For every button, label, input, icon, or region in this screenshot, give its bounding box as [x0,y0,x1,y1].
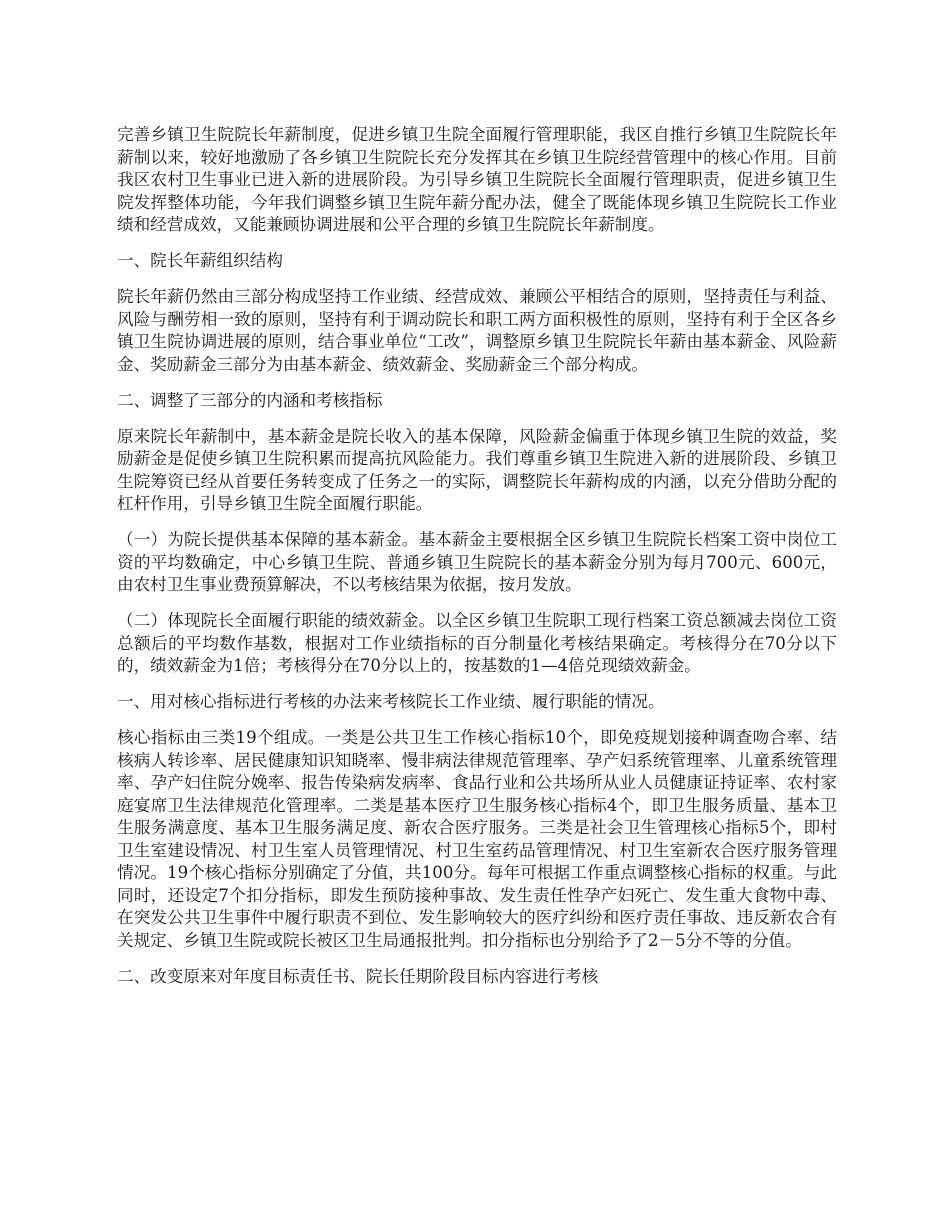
section-heading-adjustment: 二、调整了三部分的内涵和考核指标 [117,390,383,410]
paragraph-intro: 完善乡镇卫生院院长年薪制度，促进乡镇卫生院全面履行管理职能，我区自推行乡镇卫生院院长年薪制以来，较好地激励了各乡镇卫生院院长充分发挥其在乡镇卫生院经营管理中的核心作用。目前我区农村卫生事业已进入新的进展阶段。为引导乡镇卫生院院长全面履行管理职责，促进乡镇卫生院发挥整体功能，今年我们调整乡镇卫生院年薪分配办法，健全了既能体现乡镇卫生院院长工作业绩和经营成效，又能兼顾协调进展和公平合理的乡镇卫生院院长年薪制度。 [117,125,837,234]
section-heading-target-change: 二、改变原来对年度目标责任书、院长任期阶段目标内容进行考核 [117,966,599,986]
document-body [117,124,837,1002]
section-heading-structure: 一、院长年薪组织结构 [117,251,283,270]
paragraph-basic-salary: （一）为院长提供基本保障的基本薪金。基本薪金主要根据全区乡镇卫生院院长档案工资中岗位工资的平均数确定，中心乡镇卫生院、普通乡镇卫生院院长的基本薪金分别为每月700元、600元，由农村卫生事业费预算解决，不以考核结果为依据，按月发放。 [117,530,837,594]
paragraph-adjustment: 原来院长年薪制中，基本薪金是院长收入的基本保障，风险薪金偏重于体现乡镇卫生院的效益，奖励薪金是促使乡镇卫生院积累而提高抗风险能力。我们尊重乡镇卫生院进入新的进展阶段、乡镇卫生院筹资已经从首要任务转变成了任务之一的实际，调整院长年薪构成的内涵，以充分借助分配的杠杆作用，引导乡镇卫生院全面履行职能。 [117,426,837,513]
section-heading-core-indicators: 一、用对核心指标进行考核的办法来考核院长工作业绩、履行职能的情况。 [117,692,665,711]
paragraph-structure: 院长年薪仍然由三部分构成坚持工作业绩、经营成效、兼顾公平相结合的原则，坚持责任与利益、风险与酬劳相一致的原则，坚持有利于调动院长和职工两方面积极性的原则，坚持有利于全区各乡镇卫生院协调进展的原则，结合事业单位“工改”，调整原乡镇卫生院院长年薪由基本薪金、风险薪金、奖励薪金三部分为由基本薪金、绩效薪金、奖励薪金三个部分构成。 [117,287,837,374]
paragraph-core-indicators: 核心指标由三类19个组成。一类是公共卫生工作核心指标10个，即免疫规划接种调查吻合率、结核病人转诊率、居民健康知识知晓率、慢非病法律规范管理率、孕产妇系统管理率、儿童系统管理率、孕产妇住院分娩率、报告传染病发病率、食品行业和公共场所从业人员健康证持证率、农村家庭宴席卫生法律规范化管理率。二类是基本医疗卫生服务核心指标4个，即卫生服务质量、基本卫生服务满意度、基本卫生服务满足度、新农合医疗服务。三类是社会卫生管理核心指标5个，即村卫生室建设情况、村卫生室人员管理情况、村卫生室药品管理情况、村卫生室新农合医疗服务管理情况。19个核心指标分别确定了分值，共100分。每年可根据工作重点调整核心指标的权重。与此同时，还设定7个扣分指标，即发生预防接种事故、发生责任性孕产妇死亡、发生重大食物中毒、在突发公共卫生事件中履行职责不到位、发生影响较大的医疗纠纷和医疗责任事故、违反新农合有关规定、乡镇卫生院或院长被区卫生局通报批判。扣分指标也分别给予了2－5分不等的分值。 [117,728,837,950]
paragraph-performance-salary: （二）体现院长全面履行职能的绩效薪金。以全区乡镇卫生院职工现行档案工资总额减去岗位工资总额后的平均数作基数，根据对工作业绩指标的百分制量化考核结果确定。考核得分在70分以下的，绩效薪金为1倍；考核得分在70分以上的，按基数的1—4倍兑现绩效薪金。 [117,611,837,675]
